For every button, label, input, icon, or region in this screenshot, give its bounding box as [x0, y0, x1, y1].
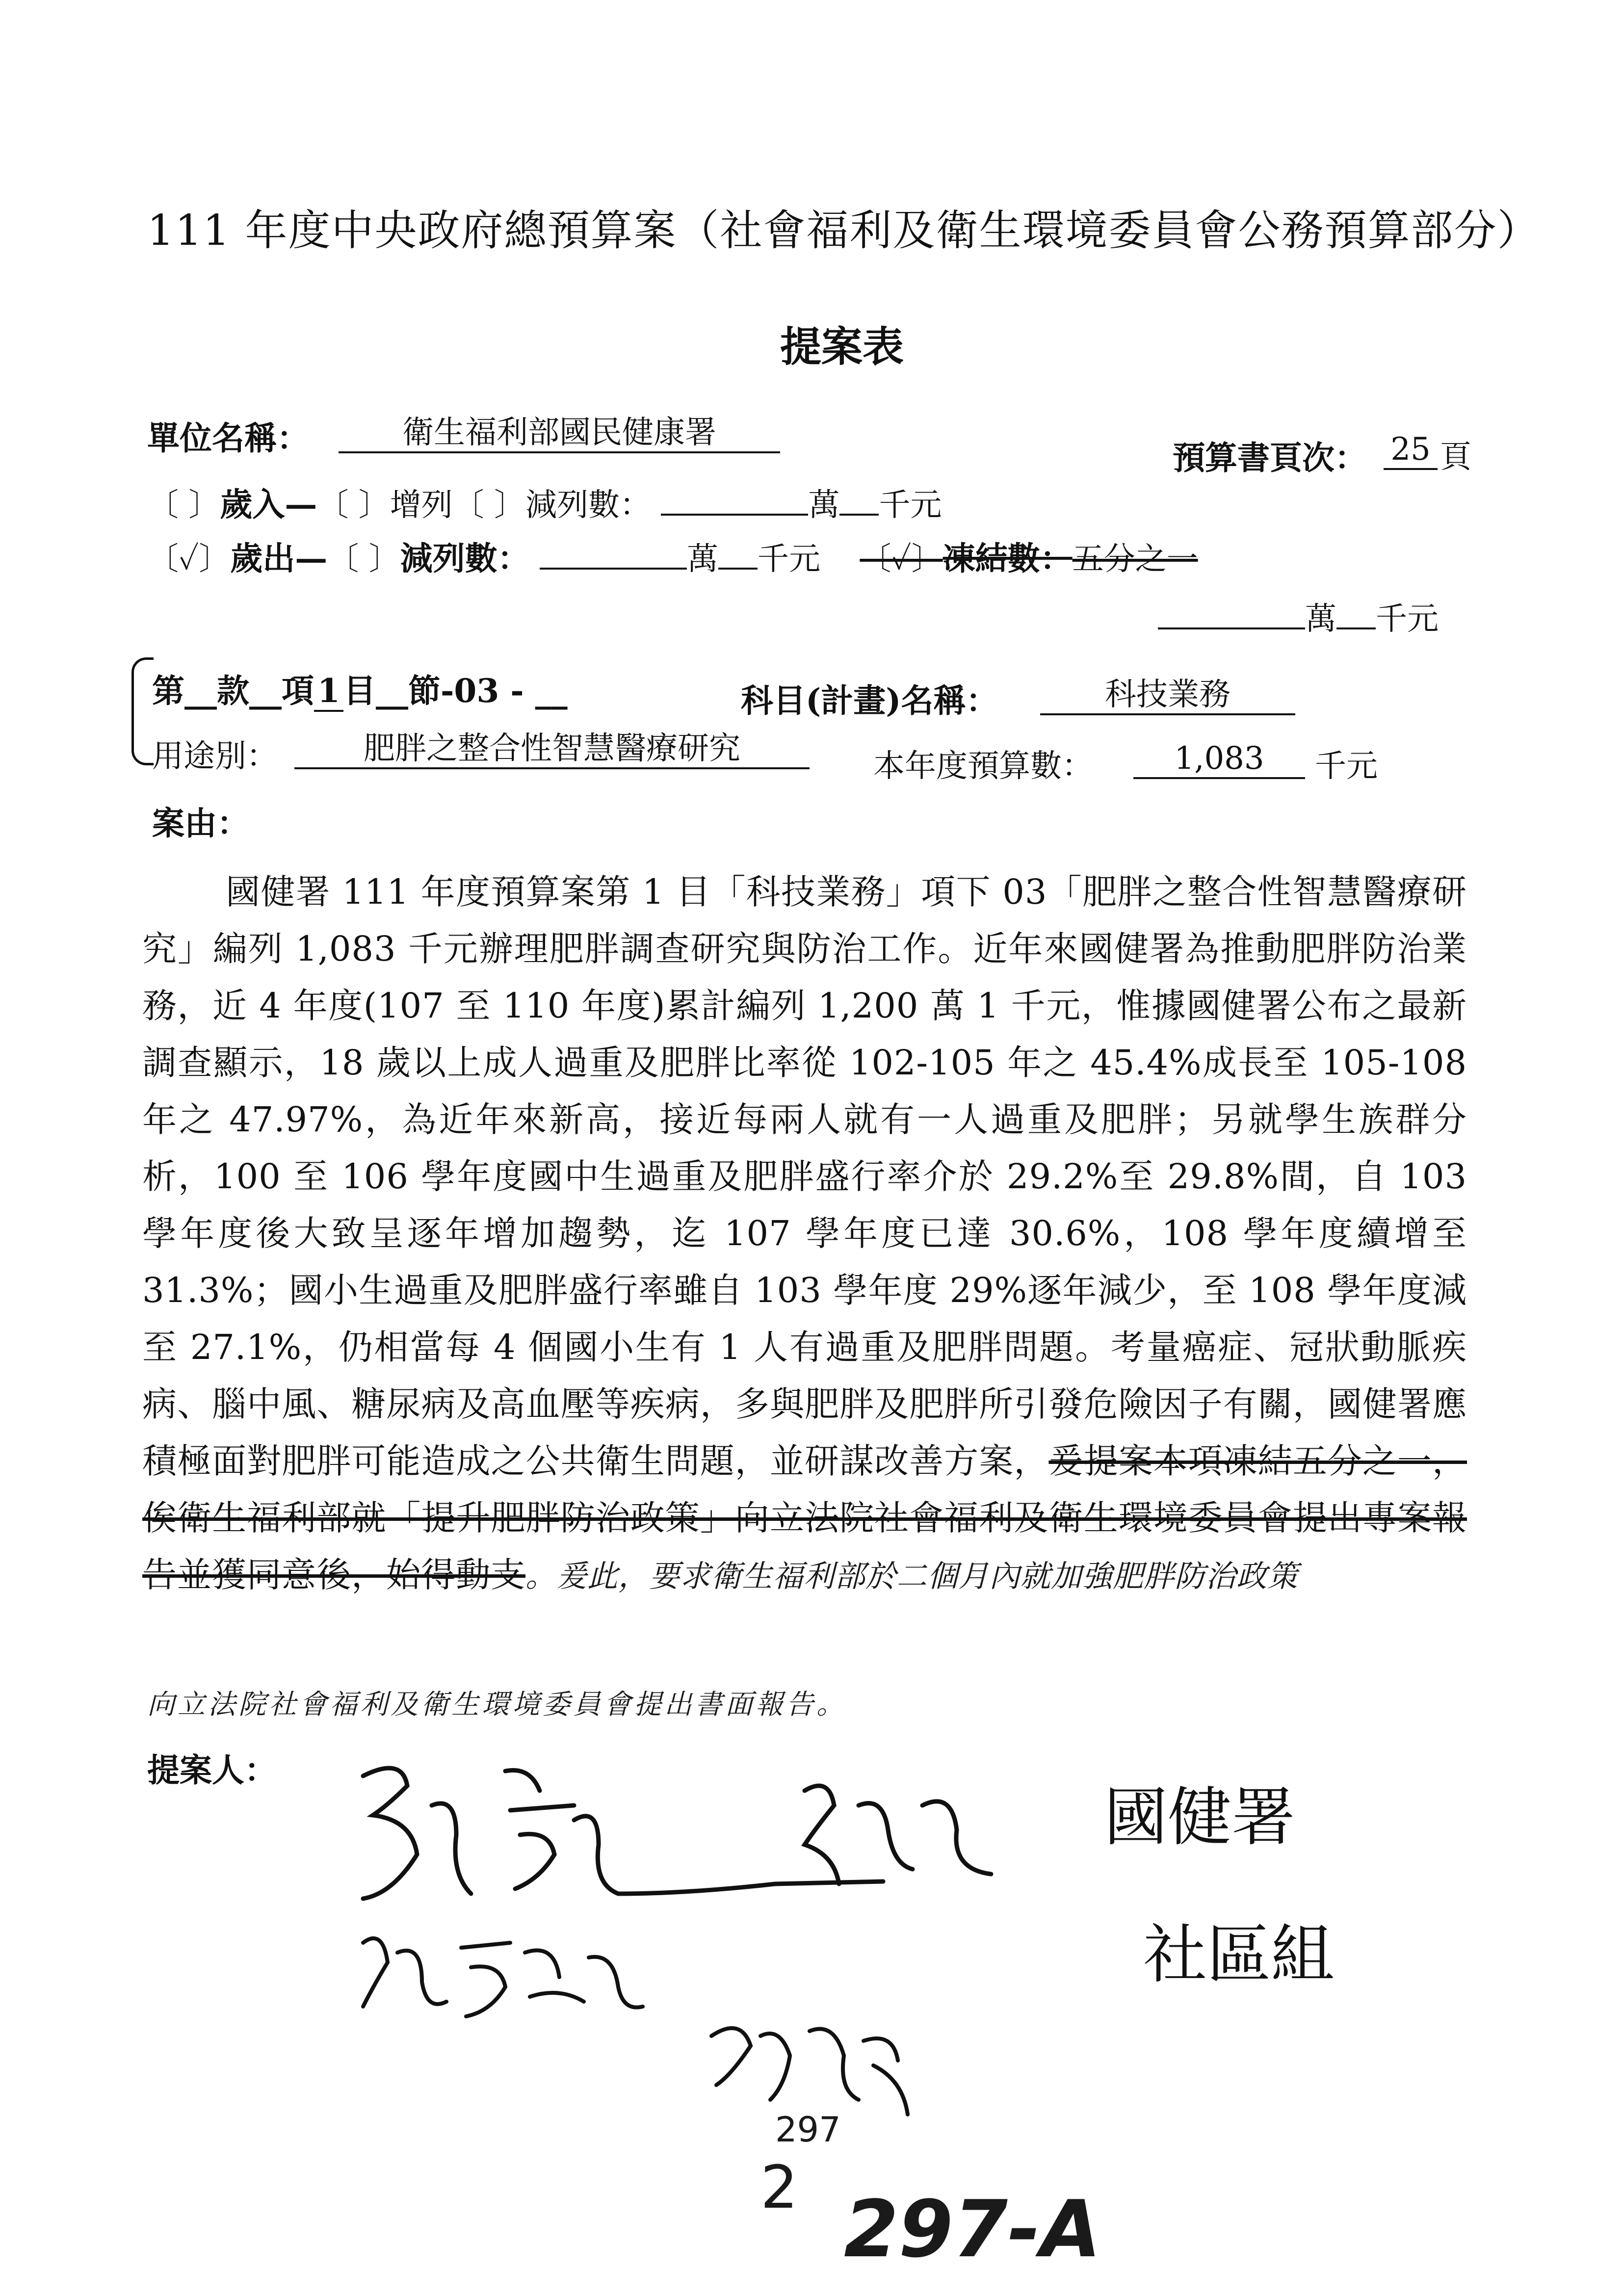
- revenue-line: [147, 478, 942, 525]
- reason-handwritten-1: 。爰此，要求衛生福利部於二個月內就加強肥胖防治政策: [525, 1558, 1299, 1594]
- reason-text: 國健署 111 年度預算案第 1 目「科技業務」項下 03「肥胖之整合性智慧醫療研究」編列 1,083 千元辦理肥胖調查研究與防治工作。近年來國健署為推動肥胖防治業務，近 4 年度(107 至 110 年度)累計編列 1,200 萬 1 千元，惟據國健署公布之最新調查顯示，18 歲以上成人過重及肥胖比率從 102-105 年之 45.4%成長至 105-108 年之 47.97%，為近年來新高，接近每兩人就有一人過重及肥胖；另就學生族群分析，100 至 106 學年度國中生過重及肥胖盛行率介於 29.2%至 29.8%間，自 103 學年度後大致呈逐年增加趨勢，迄 107 學年度已達 30.6%，108 學年度續增至 31.3%；國小生過重及肥胖盛行率雖自 103 學年度 29%逐年減少，至 108 學年度減至 27.1%，仍相當每 4 個國小生有 1 人有過重及肥胖問題。考量癌症、冠狀動脈疾病、腦中風、糖尿病及高血壓等疾病，多與肥胖及肥胖所引發危險因子有關，國健署應積極面對肥胖可能造成之公共衛生問題，並研謀改善方案，: [142, 872, 1467, 1481]
- revenue-wan-blank[interactable]: [661, 488, 808, 516]
- page-number-big: 297-A: [844, 2183, 1101, 2275]
- use-value: 肥胖之整合性智慧醫療研究: [294, 731, 810, 769]
- freeze-wan: 萬: [1305, 601, 1336, 637]
- expenditure-cut-checkbox[interactable]: 〔 〕: [327, 541, 400, 577]
- freeze-section: [860, 541, 1198, 577]
- revenue-add-checkbox[interactable]: 〔 〕: [317, 487, 390, 523]
- revenue-wan: 萬: [808, 487, 840, 523]
- freeze-qian-blank[interactable]: [1336, 602, 1376, 629]
- budget-unit: 千元: [1315, 748, 1378, 784]
- revenue-cut-label: 減列數：: [525, 487, 652, 523]
- revenue-checkbox[interactable]: 〔 〕: [147, 487, 220, 523]
- page-number-two: 2: [760, 2154, 798, 2222]
- signature-1: [343, 1747, 1079, 1918]
- subject-label: 科目(計畫)名稱：: [741, 681, 998, 720]
- revenue-qian: 千元: [879, 487, 942, 523]
- freeze-value: 五分之一: [1072, 541, 1198, 577]
- document-subtitle: 提案表: [780, 322, 904, 371]
- unit-value: 衛生福利部國民健康署: [339, 415, 780, 453]
- unit-label: 單位名稱：: [147, 419, 309, 457]
- expenditure-qian-blank[interactable]: [718, 542, 758, 570]
- document-title: 111 年度中央政府總預算案（社會福利及衛生環境委員會公務預算部分）: [147, 206, 1541, 255]
- revenue-cut-checkbox[interactable]: 〔 〕: [452, 487, 526, 523]
- expenditure-cut-label: 減列數：: [400, 539, 530, 577]
- expenditure-wan-blank[interactable]: [540, 542, 687, 570]
- proposer-label: 提案人：: [147, 1751, 277, 1789]
- item-bracket: [131, 657, 154, 765]
- page-ref-label: 預算書頁次：: [1173, 439, 1367, 477]
- item-kuan: 第__款__項: [152, 672, 314, 710]
- item-line: [152, 665, 568, 712]
- expenditure-line: [147, 532, 1198, 579]
- item-mu-value: 1: [314, 673, 343, 712]
- freeze-wan-blank[interactable]: [1158, 602, 1305, 629]
- reason-struck-text: 爰提案本項凍結五分之一，俟衛生福利部就「提升肥胖防治政策」向立法院社會福利及衛生環境委員會提出專案報告並獲同意後，始得動支: [142, 1441, 1467, 1595]
- stamp-agency: 國健署: [1104, 1780, 1296, 1854]
- item-mu: 目__節-03 - __: [343, 672, 568, 710]
- budget-value: 1,083: [1133, 741, 1305, 779]
- page-ref-suffix: 頁: [1440, 439, 1471, 475]
- reason-body: [142, 863, 1467, 1605]
- stamp-division: 社區組: [1143, 1917, 1335, 1992]
- expenditure-qian: 千元: [757, 541, 820, 577]
- revenue-label: 歲入—: [220, 485, 317, 523]
- page-ref-value: 25: [1384, 432, 1438, 470]
- freeze-checkbox[interactable]: 〔✓〕: [860, 541, 943, 577]
- signature-2: [353, 1913, 648, 2026]
- expenditure-checkbox[interactable]: 〔✓〕: [147, 541, 231, 577]
- freeze-amount-line: [1158, 594, 1439, 639]
- subject-value: 科技業務: [1040, 677, 1295, 715]
- reason-label: 案由：: [152, 804, 249, 842]
- use-label: 用途別：: [152, 738, 278, 775]
- revenue-add-label: 增列: [390, 487, 453, 523]
- expenditure-label: 歲出—: [230, 539, 328, 577]
- freeze-qian: 千元: [1376, 601, 1439, 637]
- page-number-small: 297: [775, 2110, 841, 2150]
- reason-handwritten-2: 向立法院社會福利及衛生環境委員會提出書面報告。: [147, 1689, 847, 1721]
- freeze-label: 凍結數：: [943, 539, 1073, 577]
- budget-label: 本年度預算數：: [873, 748, 1093, 784]
- expenditure-wan: 萬: [686, 541, 718, 577]
- revenue-qian-blank[interactable]: [839, 488, 879, 516]
